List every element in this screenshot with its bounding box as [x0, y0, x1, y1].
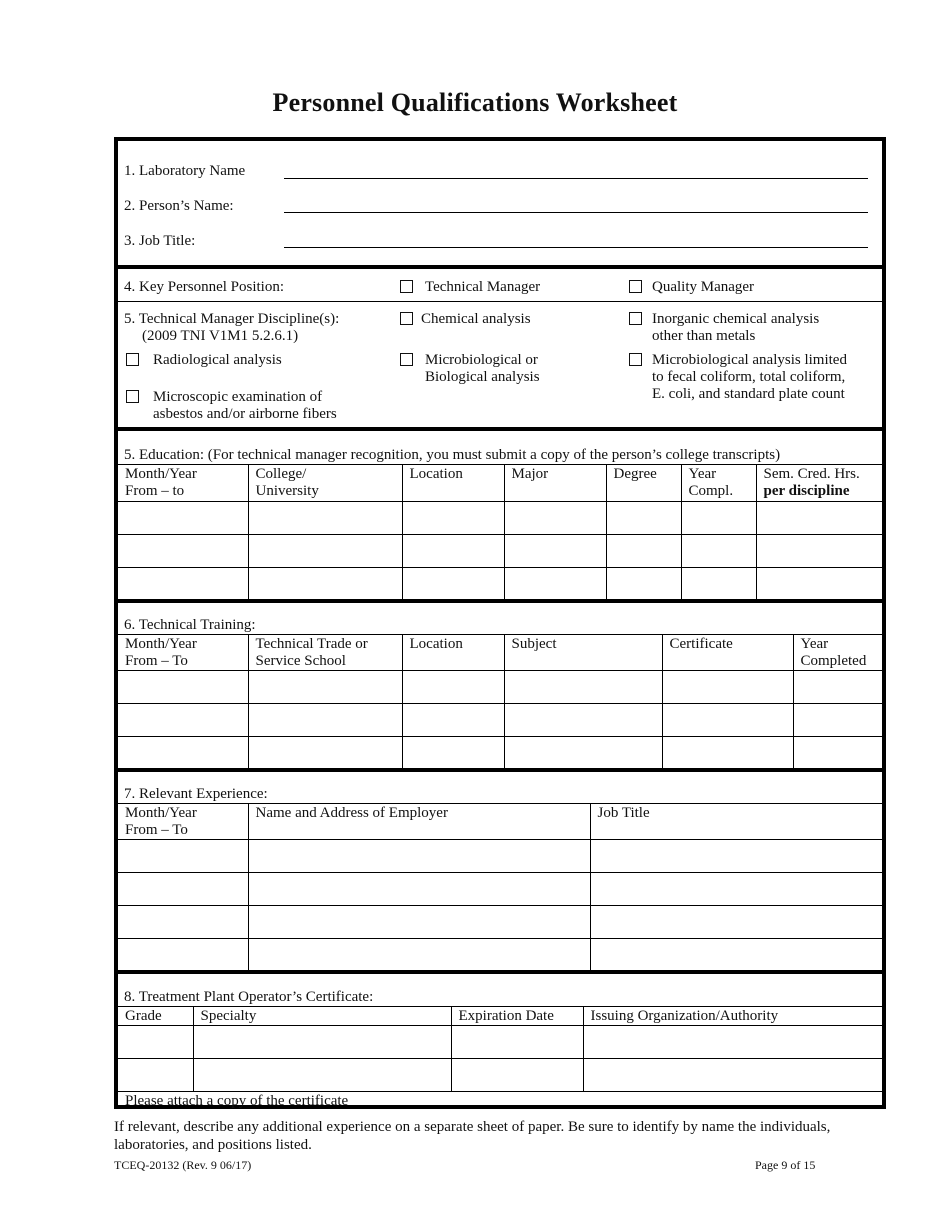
worksheet-form: [114, 137, 886, 1109]
section-divider: [118, 768, 882, 772]
education-col-location: Location: [402, 465, 504, 502]
experience-table: [118, 803, 882, 972]
job-title-label: 3. Job Title:: [124, 233, 196, 249]
microscopic-label: Microscopic examination of: [153, 389, 323, 405]
section-divider: [118, 427, 882, 431]
table-row: [118, 535, 882, 568]
education-col-major: Major: [504, 465, 606, 502]
training-col-year: Year Completed: [793, 635, 882, 671]
training-heading: 6. Technical Training:: [124, 617, 256, 633]
operator-col-grade: Grade: [118, 1007, 193, 1026]
discipline-label: 5. Technical Manager Discipline(s):: [124, 311, 340, 327]
microbiological-checkbox[interactable]: [400, 353, 413, 366]
microbiological-label-2: Biological analysis: [425, 369, 540, 385]
operator-cert-heading: 8. Treatment Plant Operator’s Certificate:: [124, 989, 374, 1005]
attach-note-row: [118, 1092, 882, 1111]
table-row: [118, 939, 882, 972]
table-row: [118, 1026, 882, 1059]
experience-col-job-title: Job Title: [590, 804, 882, 840]
education-heading: 5. Education: (For technical manager recognition, you must submit a copy of the person’s college transcripts): [124, 447, 781, 463]
experience-col-employer: Name and Address of Employer: [248, 804, 590, 840]
microbiological-label: Microbiological or: [425, 352, 538, 368]
training-col-school: Technical Trade or Service School: [248, 635, 402, 671]
training-col-certificate: Certificate: [662, 635, 793, 671]
training-header-row: [118, 635, 882, 671]
table-row: [118, 671, 882, 704]
technical-manager-label: Technical Manager: [425, 279, 541, 295]
key-personnel-label: 4. Key Personnel Position:: [124, 279, 284, 295]
education-header-row: [118, 465, 882, 502]
microscopic-label-2: asbestos and/or airborne fibers: [153, 406, 337, 422]
radiological-checkbox[interactable]: [126, 353, 139, 366]
table-row: [118, 568, 882, 601]
table-row: [118, 737, 882, 770]
section-divider: [118, 301, 882, 302]
experience-col-dates: Month/Year From – To: [118, 804, 248, 840]
operator-cert-table: [118, 1006, 882, 1111]
chemical-analysis-checkbox[interactable]: [400, 312, 413, 325]
training-col-subject: Subject: [504, 635, 662, 671]
training-col-location: Location: [402, 635, 504, 671]
table-row: [118, 906, 882, 939]
quality-manager-checkbox[interactable]: [629, 280, 642, 293]
table-row: [118, 1059, 882, 1092]
education-col-year: Year Compl.: [681, 465, 756, 502]
radiological-label: Radiological analysis: [153, 352, 282, 368]
inorganic-chemical-checkbox[interactable]: [629, 312, 642, 325]
microbiological-limited-label: Microbiological analysis limited: [652, 352, 847, 368]
microscopic-checkbox[interactable]: [126, 390, 139, 403]
chemical-analysis-label: Chemical analysis: [421, 311, 531, 327]
section-divider: [118, 265, 882, 269]
microbiological-limited-label-3: E. coli, and standard plate count: [652, 386, 845, 402]
page-title: Personnel Qualifications Worksheet: [272, 88, 678, 117]
person-name-label: 2. Person’s Name:: [124, 198, 234, 214]
lab-name-field[interactable]: [284, 178, 868, 179]
microbiological-limited-label-2: to fecal coliform, total coliform,: [652, 369, 846, 385]
experience-heading: 7. Relevant Experience:: [124, 786, 268, 802]
education-col-degree: Degree: [606, 465, 681, 502]
table-row: [118, 840, 882, 873]
inorganic-chemical-label-2: other than metals: [652, 328, 756, 344]
training-col-dates: Month/Year From – To: [118, 635, 248, 671]
table-row: [118, 502, 882, 535]
microbiological-limited-checkbox[interactable]: [629, 353, 642, 366]
attach-note: Please attach a copy of the certificate: [118, 1092, 882, 1111]
additional-experience-note: If relevant, describe any additional experience on a separate sheet of paper. Be sure to identify by name the individuals, laboratories, and positions listed.: [114, 1119, 831, 1153]
page-number: Page 9 of 15: [755, 1158, 816, 1172]
education-col-credits: Sem. Cred. Hrs. per discipline: [756, 465, 882, 502]
table-row: [118, 873, 882, 906]
lab-name-label: 1. Laboratory Name: [124, 163, 246, 179]
person-name-field[interactable]: [284, 212, 868, 213]
training-table: [118, 634, 882, 770]
operator-col-specialty: Specialty: [193, 1007, 451, 1026]
section-divider: [118, 599, 882, 603]
operator-cert-header-row: [118, 1007, 882, 1026]
inorganic-chemical-label: Inorganic chemical analysis: [652, 311, 820, 327]
education-table: [118, 464, 882, 601]
quality-manager-label: Quality Manager: [652, 279, 755, 295]
form-id: TCEQ-20132 (Rev. 9 06/17): [114, 1158, 252, 1172]
education-col-college: College/ University: [248, 465, 402, 502]
discipline-reference: (2009 TNI V1M1 5.2.6.1): [142, 328, 299, 344]
job-title-field[interactable]: [284, 247, 868, 248]
experience-header-row: [118, 804, 882, 840]
education-col-dates: Month/Year From – to: [118, 465, 248, 502]
technical-manager-checkbox[interactable]: [400, 280, 413, 293]
section-divider: [118, 970, 882, 974]
table-row: [118, 704, 882, 737]
operator-col-expiration: Expiration Date: [451, 1007, 583, 1026]
operator-col-issuer: Issuing Organization/Authority: [583, 1007, 882, 1026]
